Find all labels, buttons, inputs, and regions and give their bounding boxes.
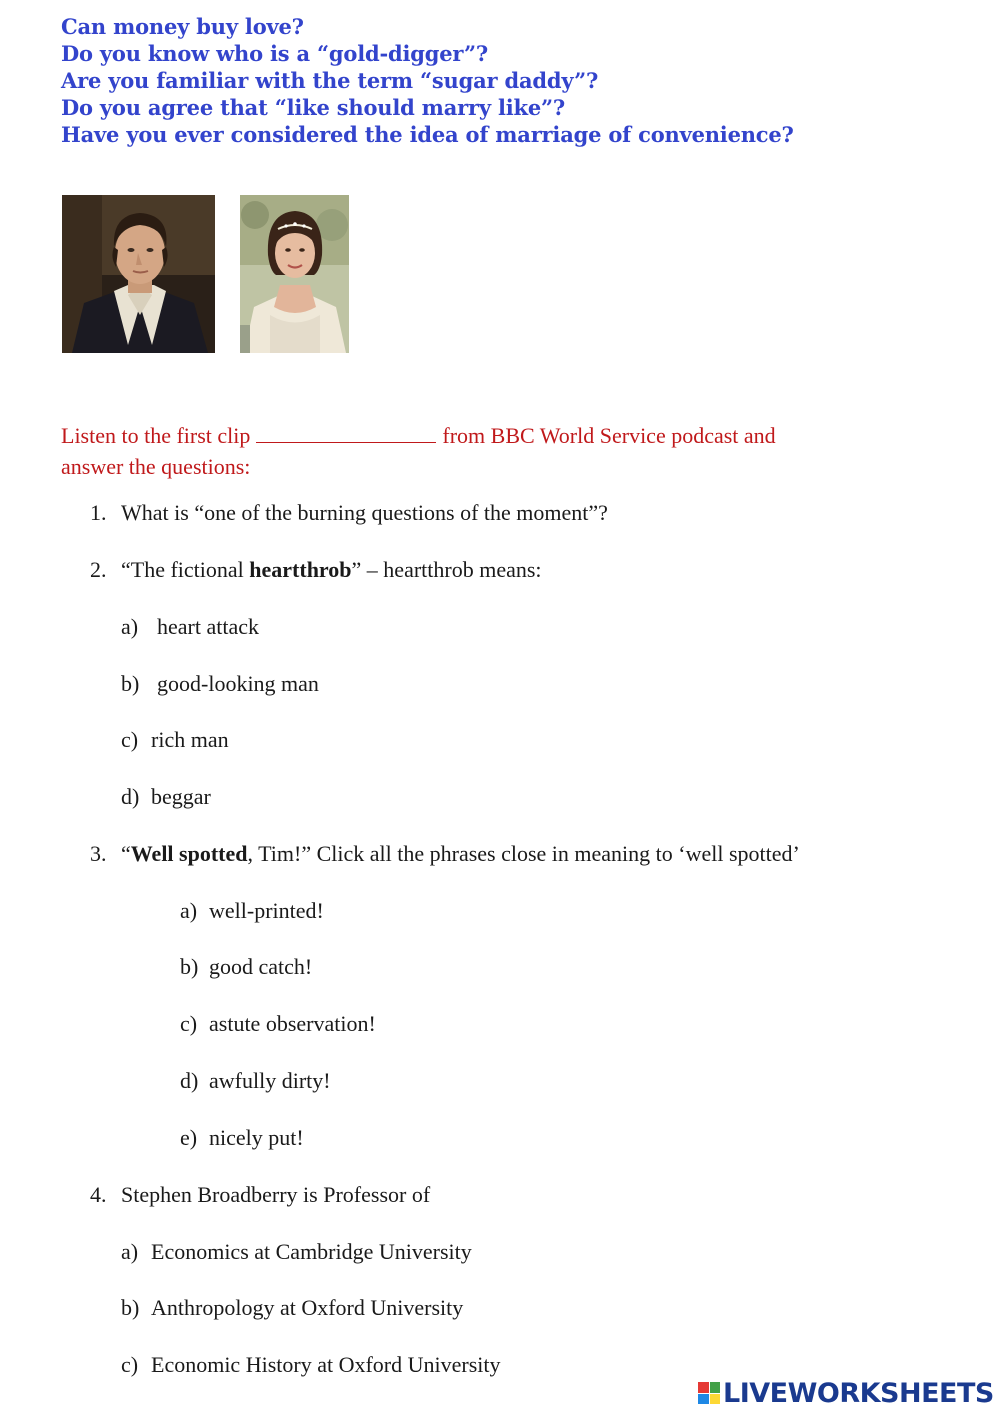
option-q3-d[interactable] xyxy=(180,1067,331,1095)
option-letter: a) xyxy=(121,1239,139,1264)
intro-line: Can money buy love? xyxy=(61,14,304,39)
option-q2-a[interactable] xyxy=(121,613,259,641)
clip-blank[interactable] xyxy=(256,422,436,443)
option-letter: d) xyxy=(180,1068,199,1093)
option-text: awfully dirty! xyxy=(209,1068,331,1093)
option-q4-c[interactable] xyxy=(121,1351,501,1379)
option-letter: b) xyxy=(180,954,199,979)
question-3 xyxy=(90,840,800,868)
option-letter: c) xyxy=(180,1011,198,1036)
option-letter: c) xyxy=(121,1352,139,1377)
option-q3-c[interactable] xyxy=(180,1010,376,1038)
option-text: beggar xyxy=(151,784,211,809)
question-keyword: heartthrob xyxy=(249,557,352,582)
intro-line: Are you familiar with the term “sugar daddy”? xyxy=(61,68,599,93)
portrait-man-photo xyxy=(62,195,215,353)
option-text: Economics at Cambridge University xyxy=(151,1239,472,1264)
question-text: ” – heartthrob means: xyxy=(351,557,542,582)
option-q2-b[interactable] xyxy=(121,670,319,698)
intro-line: Do you know who is a “gold-digger”? xyxy=(61,41,488,66)
option-text: Economic History at Oxford University xyxy=(151,1352,501,1377)
option-letter: b) xyxy=(121,1295,140,1320)
option-text: well-printed! xyxy=(209,898,324,923)
option-letter: c) xyxy=(121,727,139,752)
question-text: Stephen Broadberry is Professor of xyxy=(121,1182,431,1207)
option-q2-d[interactable] xyxy=(121,783,211,811)
question-text: “ xyxy=(121,841,131,866)
option-text: nicely put! xyxy=(209,1125,304,1150)
question-text: What is “one of the burning questions of the moment”? xyxy=(121,500,608,525)
question-number: 4. xyxy=(90,1182,107,1207)
instruction-text: from BBC World Service podcast and xyxy=(442,423,776,448)
question-number: 1. xyxy=(90,500,107,525)
liveworksheets-logo-icon xyxy=(698,1382,720,1404)
option-text: rich man xyxy=(151,727,229,752)
option-letter: a) xyxy=(180,898,198,923)
question-4 xyxy=(90,1181,430,1209)
question-1 xyxy=(90,499,608,527)
question-number: 2. xyxy=(90,557,107,582)
question-2 xyxy=(90,556,542,584)
watermark-text: LIVEWORKSHEETS xyxy=(723,1377,994,1409)
question-number: 3. xyxy=(90,841,107,866)
option-text: good catch! xyxy=(209,954,313,979)
option-q3-b[interactable] xyxy=(180,953,312,981)
option-q3-a[interactable] xyxy=(180,897,324,925)
option-q4-b[interactable] xyxy=(121,1294,463,1322)
option-q4-a[interactable] xyxy=(121,1238,472,1266)
option-text: Anthropology at Oxford University xyxy=(151,1295,464,1320)
question-text: , Tim!” Click all the phrases close in meaning to ‘well spotted’ xyxy=(247,841,800,866)
question-keyword: Well spotted xyxy=(130,841,248,866)
instruction-text: Listen to the first clip xyxy=(61,423,251,448)
option-letter: e) xyxy=(180,1125,198,1150)
option-letter: d) xyxy=(121,784,140,809)
portrait-woman-photo xyxy=(240,195,349,353)
option-letter: a) xyxy=(121,614,139,639)
intro-line: Have you ever considered the idea of marriage of convenience? xyxy=(61,122,794,147)
instruction-text: answer the questions: xyxy=(61,454,251,479)
option-text: astute observation! xyxy=(209,1011,376,1036)
option-letter: b) xyxy=(121,671,140,696)
intro-questions xyxy=(61,13,794,148)
question-text: “The fictional xyxy=(121,557,250,582)
liveworksheets-watermark xyxy=(698,1377,994,1409)
option-text: good-looking man xyxy=(157,671,319,696)
listening-instruction xyxy=(61,420,941,482)
option-q2-c[interactable] xyxy=(121,726,229,754)
option-q3-e[interactable] xyxy=(180,1124,304,1152)
intro-line: Do you agree that “like should marry like”? xyxy=(61,95,566,120)
option-text: heart attack xyxy=(157,614,259,639)
